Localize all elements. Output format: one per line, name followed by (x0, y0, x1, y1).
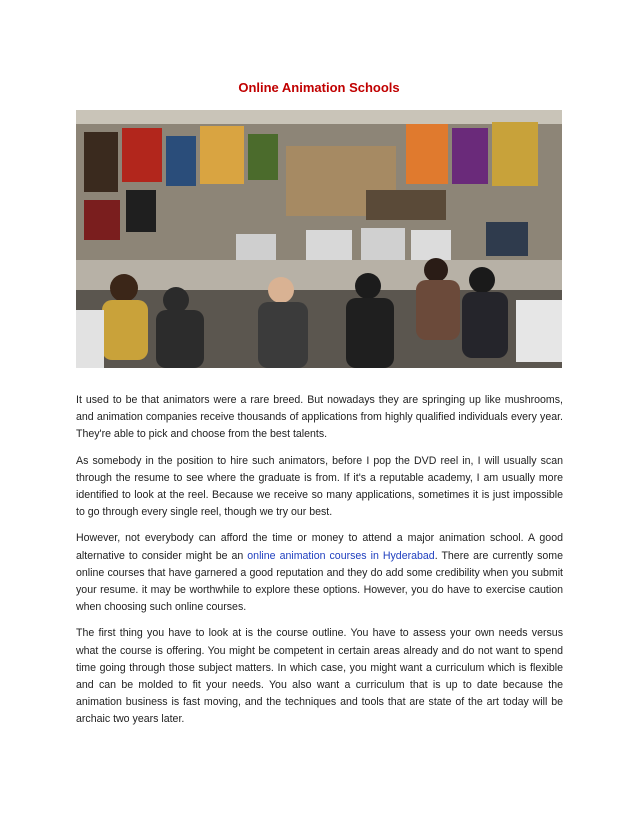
online-animation-courses-link[interactable]: online animation courses in Hyderabad (247, 549, 435, 562)
paragraph-3 (76, 530, 563, 616)
paragraph-4: The first thing you have to look at is the course outline. You have to assess your own needs versus what the course is offering. You might be competent in certain areas already and do not want to spend time going through those subject matters. In which case, you might want a curriculum which is flexible and can be molded to fit your needs. You also want a curriculum that is up to date because the animation business is fast moving, and the techniques and tools that are state of the art today will be archaic two years later. (76, 627, 563, 726)
paragraph-1: It used to be that animators were a rare breed. But nowadays they are springing up like mushrooms, and animation companies receive thousands of applications from highly qualified individuals every year. They're able to pick and choose from the best talents. (76, 394, 563, 441)
page-title: Online Animation Schools (238, 80, 400, 95)
paragraph-2: As somebody in the position to hire such animators, before I pop the DVD reel in, I will usually scan through the resume to see where the graduate is from. If it's a reputable academy, I am usually more identified to look at the reel. Because we receive so many applications, sometimes it is just impossible to go through every single reel, though we try our best. (76, 454, 563, 519)
paragraph-3-after: . There are currently some online courses that have garnered a good reputation and they do add some credibility when you submit your resume. it may be worthwhile to explore these options. However, you do have to exercise caution when choosing such online courses. (76, 549, 563, 614)
classroom-photo (76, 110, 562, 368)
paragraph-3-before: However, not everybody can afford the time or money to attend a major animation school. A good alternative to consider might be an (76, 532, 563, 562)
classroom-illustration (76, 110, 562, 368)
article-body (76, 392, 563, 738)
